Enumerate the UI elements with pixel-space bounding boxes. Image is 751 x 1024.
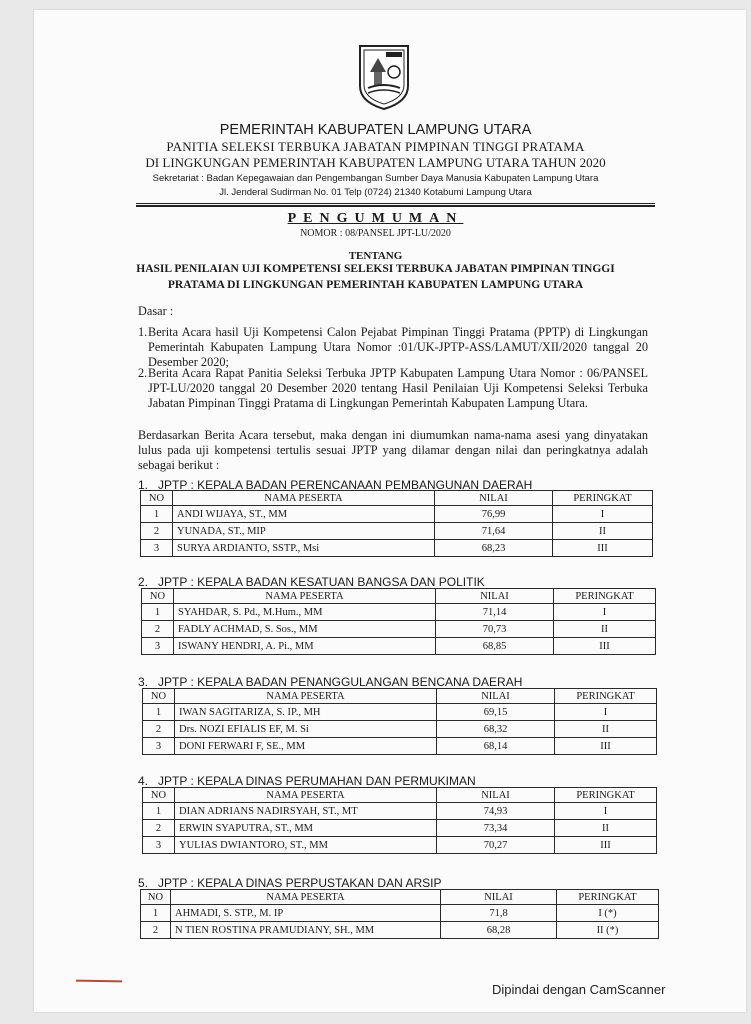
- cell-score: 68,32: [437, 721, 555, 738]
- results-table: [140, 889, 659, 939]
- column-header-no: NO: [142, 589, 174, 604]
- cell-no: 3: [141, 540, 173, 557]
- cell-no: 1: [143, 803, 175, 820]
- column-header-rank: PERINGKAT: [553, 491, 653, 506]
- column-header-no: NO: [141, 491, 173, 506]
- cell-name: YULIAS DWIANTORO, ST., MM: [175, 837, 437, 854]
- table-row: [143, 837, 657, 854]
- cell-no: 1: [141, 905, 171, 922]
- column-header-score: NILAI: [435, 491, 553, 506]
- table-header-row: [143, 788, 657, 803]
- statement-paragraph: Berdasarkan Berita Acara tersebut, maka dengan ini diumumkan nama-nama asesi yang dinyatakan lulus pada uji kompetensi tertulis sesuai JPTP yang dilamar dengan nilai dan peringkatnya adalah sebagai berikut :: [138, 428, 648, 472]
- cell-rank: III: [553, 540, 653, 557]
- table-row: [141, 905, 659, 922]
- cell-name: SYAHDAR, S. Pd., M.Hum., MM: [174, 604, 436, 621]
- cell-score: 76,99: [435, 506, 553, 523]
- section-number: 1.: [138, 478, 149, 492]
- column-header-score: NILAI: [437, 788, 555, 803]
- cell-name: AHMADI, S. STP., M. IP: [171, 905, 441, 922]
- basis-item: [138, 366, 648, 426]
- results-table: [142, 688, 657, 755]
- table-header-row: [142, 589, 656, 604]
- cell-name: N TIEN ROSTINA PRAMUDIANY, SH., MM: [171, 922, 441, 939]
- cell-rank: III: [554, 638, 656, 655]
- section-position: JPTP : KEPALA DINAS PERPUSTAKAN DAN ARSIP: [158, 876, 442, 890]
- cell-score: 71,8: [441, 905, 557, 922]
- basis-item-number: 1.: [138, 325, 148, 339]
- cell-no: 2: [143, 820, 175, 837]
- section-title: [138, 774, 476, 788]
- cell-score: 71,14: [436, 604, 554, 621]
- cell-name: DIAN ADRIANS NADIRSYAH, ST., MT: [175, 803, 437, 820]
- table-row: [141, 540, 653, 557]
- table-row: [141, 506, 653, 523]
- cell-name: SURYA ARDIANTO, SSTP., Msi: [173, 540, 435, 557]
- section-number: 3.: [138, 675, 149, 689]
- cell-score: 74,93: [437, 803, 555, 820]
- cell-name: ERWIN SYAPUTRA, ST., MM: [175, 820, 437, 837]
- column-header-no: NO: [143, 788, 175, 803]
- cell-rank: II: [553, 523, 653, 540]
- table-row: [142, 638, 656, 655]
- table-row: [142, 621, 656, 638]
- cell-rank: III: [555, 837, 657, 854]
- column-header-no: NO: [141, 890, 171, 905]
- section-title: [138, 575, 485, 589]
- cell-name: IWAN SAGITARIZA, S. IP., MH: [175, 704, 437, 721]
- cell-no: 3: [143, 837, 175, 854]
- basis-item-number: 2.: [138, 366, 148, 380]
- cell-no: 1: [142, 604, 174, 621]
- cell-no: 3: [143, 738, 175, 755]
- header-divider-thick: [136, 205, 655, 207]
- column-header-score: NILAI: [436, 589, 554, 604]
- cell-rank: II (*): [557, 922, 659, 939]
- column-header-name: NAMA PESERTA: [175, 689, 437, 704]
- announcement-number: NOMOR : 08/PANSEL JPT-LU/2020: [300, 228, 451, 239]
- table-row: [141, 922, 659, 939]
- column-header-name: NAMA PESERTA: [171, 890, 441, 905]
- section-number: 4.: [138, 774, 149, 788]
- column-header-name: NAMA PESERTA: [174, 589, 436, 604]
- table-row: [141, 523, 653, 540]
- column-header-score: NILAI: [441, 890, 557, 905]
- announcement-title: PENGUMUMAN: [287, 211, 464, 226]
- cell-score: 68,14: [437, 738, 555, 755]
- announcement-subject-line-1: HASIL PENILAIAN UJI KOMPETENSI SELEKSI TERBUKA JABATAN PIMPINAN TINGGI: [136, 263, 615, 275]
- table-row: [142, 604, 656, 621]
- committee-line-2: DI LINGKUNGAN PEMERINTAH KABUPATEN LAMPUNG UTARA TAHUN 2020: [145, 155, 606, 170]
- section-number: 2.: [138, 575, 149, 589]
- results-table: [142, 787, 657, 854]
- table-header-row: [141, 491, 653, 506]
- results-table: [140, 490, 653, 557]
- basis-label: Dasar :: [138, 304, 174, 318]
- section-title: [138, 675, 522, 689]
- cell-name: Drs. NOZI EFIALIS EF, M. Si: [175, 721, 437, 738]
- table-header-row: [143, 689, 657, 704]
- cell-score: 69,15: [437, 704, 555, 721]
- section-title: [138, 876, 441, 890]
- scanner-watermark: Dipindai dengan CamScanner: [492, 982, 666, 997]
- section-position: JPTP : KEPALA BADAN KESATUAN BANGSA DAN POLITIK: [158, 575, 485, 589]
- cell-no: 2: [141, 523, 173, 540]
- table-row: [143, 721, 657, 738]
- cell-score: 70,73: [436, 621, 554, 638]
- announcement-about: TENTANG: [348, 250, 403, 262]
- cell-rank: I: [555, 803, 657, 820]
- cell-name: ISWANY HENDRI, A. Pi., MM: [174, 638, 436, 655]
- column-header-rank: PERINGKAT: [557, 890, 659, 905]
- table-row: [143, 704, 657, 721]
- basis-item-text: Berita Acara hasil Uji Kompetensi Calon Pejabat Pimpinan Tinggi Pratama (PPTP) di Lingkungan Pemerintah Kabupaten Lampung Utara Nomor :01/UK-JPTP-ASS/LAMUT/XII/2020 tanggal 20 Desember 2020;: [148, 325, 648, 369]
- cell-rank: III: [555, 738, 657, 755]
- cell-no: 3: [142, 638, 174, 655]
- cell-score: 68,85: [436, 638, 554, 655]
- cell-name: YUNADA, ST., MIP: [173, 523, 435, 540]
- results-table: [141, 588, 656, 655]
- column-header-name: NAMA PESERTA: [173, 491, 435, 506]
- cell-rank: I: [555, 704, 657, 721]
- column-header-rank: PERINGKAT: [555, 788, 657, 803]
- basis-item: [138, 325, 648, 371]
- secretariat-text: Sekretariat : Badan Kepegawaian dan Pengembangan Sumber Daya Manusia Kabupaten Lampung Utara: [152, 173, 599, 184]
- table-row: [143, 820, 657, 837]
- cell-no: 2: [141, 922, 171, 939]
- section-position: JPTP : KEPALA BADAN PENANGGULANGAN BENCANA DAERAH: [158, 675, 523, 689]
- basis-item-text: Berita Acara Rapat Panitia Seleksi Terbuka JPTP Kabupaten Lampung Utara Nomor : 06/PANSEL JPT-LU/2020 tanggal 20 Desember 2020 tentang Hasil Penilaian Uji Kompetensi Seleksi Terbuka Jabatan Pimpinan Tinggi Pratama di Lingkungan Pemerintah Kabupaten Lampung Utara.: [148, 366, 648, 410]
- government-name: PEMERINTAH KABUPATEN LAMPUNG UTARA: [219, 122, 532, 138]
- table-row: [143, 803, 657, 820]
- cell-no: 1: [143, 704, 175, 721]
- cell-no: 2: [143, 721, 175, 738]
- cell-rank: II: [555, 820, 657, 837]
- table-header-row: [141, 890, 659, 905]
- announcement-subject-line-2: PRATAMA DI LINGKUNGAN PEMERINTAH KABUPATEN LAMPUNG UTARA: [167, 279, 584, 291]
- table-row: [143, 738, 657, 755]
- cell-no: 2: [142, 621, 174, 638]
- column-header-name: NAMA PESERTA: [175, 788, 437, 803]
- cell-name: DONI FERWARI F, SE., MM: [175, 738, 437, 755]
- column-header-no: NO: [143, 689, 175, 704]
- committee-line-1: PANITIA SELEKSI TERBUKA JABATAN PIMPINAN TINGGI PRATAMA: [166, 139, 585, 154]
- cell-name: FADLY ACHMAD, S. Sos., MM: [174, 621, 436, 638]
- section-number: 5.: [138, 876, 149, 890]
- cell-score: 73,34: [437, 820, 555, 837]
- cell-rank: II: [555, 721, 657, 738]
- section-position: JPTP : KEPALA DINAS PERUMAHAN DAN PERMUKIMAN: [158, 774, 476, 788]
- regency-emblem-icon: [356, 42, 412, 112]
- cell-score: 71,64: [435, 523, 553, 540]
- cell-score: 70,27: [437, 837, 555, 854]
- cell-rank: I: [553, 506, 653, 523]
- header-divider: [136, 203, 655, 204]
- cell-no: 1: [141, 506, 173, 523]
- column-header-score: NILAI: [437, 689, 555, 704]
- cell-name: ANDI WIJAYA, ST., MM: [173, 506, 435, 523]
- cell-rank: II: [554, 621, 656, 638]
- cell-rank: I: [554, 604, 656, 621]
- cell-rank: I (*): [557, 905, 659, 922]
- column-header-rank: PERINGKAT: [555, 689, 657, 704]
- column-header-rank: PERINGKAT: [554, 589, 656, 604]
- cell-score: 68,28: [441, 922, 557, 939]
- cell-score: 68,23: [435, 540, 553, 557]
- section-position: JPTP : KEPALA BADAN PERENCANAAN PEMBANGUNAN DAERAH: [158, 478, 533, 492]
- address-text: Jl. Jenderal Sudirman No. 01 Telp (0724) 21340 Kotabumi Lampung Utara: [219, 187, 532, 198]
